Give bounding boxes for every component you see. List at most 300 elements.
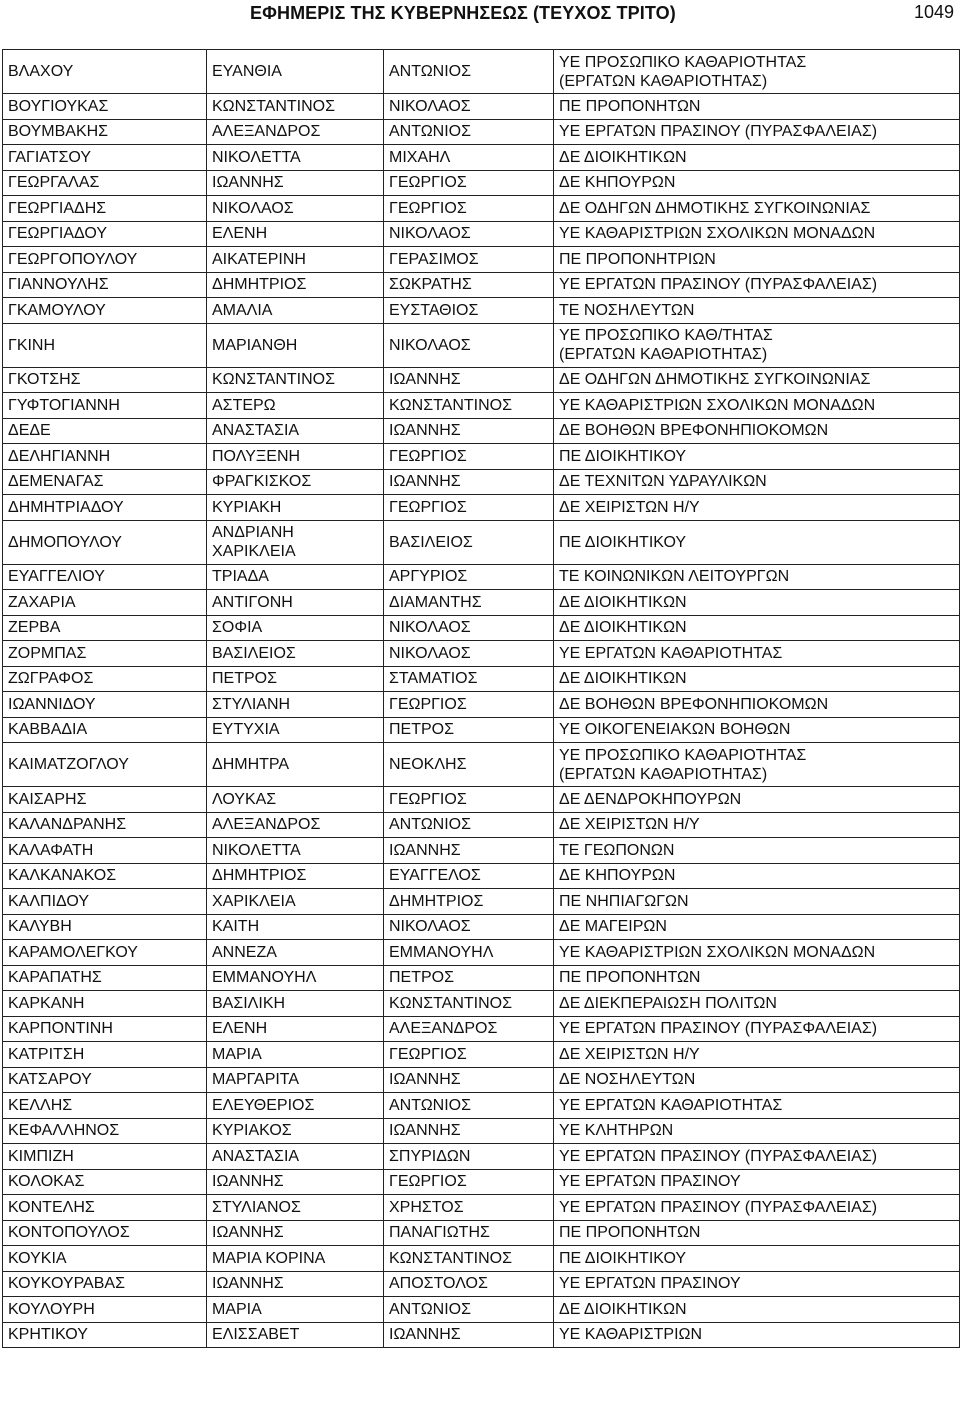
first-name-cell [207, 170, 384, 196]
specialty-cell [554, 393, 960, 419]
specialty-cell-line: ΠΕ ΠΡΟΠΟΝΗΤΩΝ [559, 969, 701, 987]
table-row [3, 469, 960, 495]
specialty-cell-line: ΔΕ ΔΙΟΙΚΗΤΙΚΩΝ [559, 148, 687, 166]
first-name-cell-line: ΚΑΙΤΗ [212, 918, 260, 936]
first-name-cell-line: ΑΙΚΑΤΕΡΙΝΗ [212, 250, 306, 268]
table-row [3, 743, 960, 787]
specialty-cell [554, 1144, 960, 1170]
surname-cell: ΓΕΩΡΓΙΑΔΗΣ [3, 196, 207, 222]
table-row [3, 1195, 960, 1221]
first-name-cell [207, 418, 384, 444]
specialty-cell-line: ΔΕ ΔΙΟΙΚΗΤΙΚΩΝ [559, 593, 687, 611]
surname-cell: ΖΩΓΡΑΦΟΣ [3, 666, 207, 692]
first-name-cell [207, 940, 384, 966]
table-row [3, 247, 960, 273]
first-name-cell [207, 1169, 384, 1195]
specialty-cell [554, 940, 960, 966]
specialty-cell-line: ΔΕ ΟΔΗΓΩΝ ΔΗΜΟΤΙΚΗΣ ΣΥΓΚΟΙΝΩΝΙΑΣ [559, 371, 871, 389]
specialty-cell [554, 889, 960, 915]
table-row [3, 50, 960, 94]
first-name-cell-line: ΑΝΑΣΤΑΣΙΑ [212, 1147, 300, 1165]
first-name-cell-line: ΙΩΑΝΝΗΣ [212, 1275, 284, 1293]
first-name-cell [207, 298, 384, 324]
table-row [3, 863, 960, 889]
table-row [3, 1322, 960, 1348]
page-number: 1049 [913, 2, 954, 22]
surname-cell: ΖΑΧΑΡΙΑ [3, 590, 207, 616]
table-row [3, 1297, 960, 1323]
surname-cell: ΔΕΜΕΝΑΓΑΣ [3, 469, 207, 495]
first-name-cell-line: ΜΑΡΙΑΝΘΗ [212, 336, 298, 354]
first-name-cell [207, 889, 384, 915]
first-name-cell [207, 1016, 384, 1042]
father-name-cell: ΕΜΜΑΝΟΥΗΛ [384, 940, 554, 966]
father-name-cell: ΠΕΤΡΟΣ [384, 965, 554, 991]
specialty-cell [554, 196, 960, 222]
father-name-cell: ΑΝΤΩΝΙΟΣ [384, 1297, 554, 1323]
first-name-cell-line: ΝΙΚΟΛΕΤΤΑ [212, 148, 301, 166]
father-name-cell: ΑΛΕΞΑΝΔΡΟΣ [384, 1016, 554, 1042]
father-name-cell: ΙΩΑΝΝΗΣ [384, 1118, 554, 1144]
first-name-cell-line: ΔΗΜΗΤΡΙΟΣ [212, 276, 307, 294]
specialty-cell-line: ΔΕ ΔΙΟΙΚΗΤΙΚΩΝ [559, 619, 687, 637]
specialty-cell [554, 863, 960, 889]
first-name-cell [207, 367, 384, 393]
specialty-cell-line: ΠΕ ΔΙΟΙΚΗΤΙΚΟΥ [559, 447, 687, 465]
first-name-cell-line: ΚΩΝΣΤΑΝΤΙΝΟΣ [212, 371, 335, 389]
father-name-cell: ΙΩΑΝΝΗΣ [384, 367, 554, 393]
surname-cell: ΚΟΝΤΟΠΟΥΛΟΣ [3, 1220, 207, 1246]
specialty-cell-line: ΔΕ ΚΗΠΟΥΡΩΝ [559, 867, 676, 885]
specialty-cell [554, 272, 960, 298]
first-name-cell [207, 590, 384, 616]
father-name-cell: ΕΥΑΓΓΕΛΟΣ [384, 863, 554, 889]
table-row [3, 692, 960, 718]
table-row [3, 564, 960, 590]
first-name-cell [207, 272, 384, 298]
table-row [3, 520, 960, 564]
first-name-cell [207, 393, 384, 419]
table-row [3, 196, 960, 222]
surname-cell: ΙΩΑΝΝΙΔΟΥ [3, 692, 207, 718]
father-name-cell: ΓΕΩΡΓΙΟΣ [384, 170, 554, 196]
specialty-cell-line: ΥΕ ΟΙΚΟΓΕΝΕΙΑΚΩΝ ΒΟΗΘΩΝ [559, 721, 791, 739]
first-name-cell-line: ΦΡΑΓΚΙΣΚΟΣ [212, 473, 312, 491]
first-name-cell-line: ΛΟΥΚΑΣ [212, 790, 277, 808]
table-row [3, 615, 960, 641]
specialty-cell-line: ΔΕ ΧΕΙΡΙΣΤΩΝ Η/Υ [559, 1045, 700, 1063]
specialty-cell [554, 641, 960, 667]
specialty-cell-line: ΥΕ ΕΡΓΑΤΩΝ ΠΡΑΣΙΝΟΥ (ΠΥΡΑΣΦΑΛΕΙΑΣ) [559, 1198, 878, 1216]
father-name-cell: ΝΙΚΟΛΑΟΣ [384, 221, 554, 247]
specialty-cell-line: ΤΕ ΚΟΙΝΩΝΙΚΩΝ ΛΕΙΤΟΥΡΓΩΝ [559, 568, 790, 586]
surname-cell: ΔΗΜΗΤΡΙΑΔΟΥ [3, 495, 207, 521]
table-row [3, 812, 960, 838]
first-name-cell-line: ΒΑΣΙΛΙΚΗ [212, 994, 286, 1012]
table-row [3, 170, 960, 196]
first-name-cell-line: ΙΩΑΝΝΗΣ [212, 174, 284, 192]
father-name-cell: ΓΕΩΡΓΙΟΣ [384, 692, 554, 718]
first-name-cell-line: ΠΕΤΡΟΣ [212, 670, 278, 688]
table-row [3, 145, 960, 171]
specialty-cell-line: ΠΕ ΠΡΟΠΟΝΗΤΩΝ [559, 1224, 701, 1242]
surname-cell: ΚΑΛΚΑΝΑΚΟΣ [3, 863, 207, 889]
surname-cell: ΓΚΑΜΟΥΛΟΥ [3, 298, 207, 324]
first-name-cell [207, 119, 384, 145]
specialty-cell [554, 94, 960, 120]
surname-cell: ΚΑΛΑΝΔΡΑΝΗΣ [3, 812, 207, 838]
first-name-cell [207, 520, 384, 564]
surname-cell: ΓΙΑΝΝΟΥΛΗΣ [3, 272, 207, 298]
first-name-cell-line: ΚΥΡΙΑΚΟΣ [212, 1122, 292, 1140]
specialty-cell-line: ΠΕ ΝΗΠΙΑΓΩΓΩΝ [559, 892, 689, 910]
father-name-cell: ΝΙΚΟΛΑΟΣ [384, 94, 554, 120]
table-row [3, 1144, 960, 1170]
first-name-cell-line: ΤΡΙΑΔΑ [212, 568, 269, 586]
surname-cell: ΚΑΡΚΑΝΗ [3, 991, 207, 1017]
gazette-title: ΕΦΗΜΕΡΙΣ ΤΗΣ ΚΥΒΕΡΝΗΣΕΩΣ (ΤΕΥΧΟΣ ΤΡΙΤΟ) [250, 3, 676, 23]
specialty-cell [554, 914, 960, 940]
table-row [3, 666, 960, 692]
table-row [3, 495, 960, 521]
father-name-cell: ΚΩΝΣΤΑΝΤΙΝΟΣ [384, 393, 554, 419]
first-name-cell-line: ΔΗΜΗΤΡΑ [212, 756, 290, 773]
first-name-cell [207, 221, 384, 247]
first-name-cell-line: ΙΩΑΝΝΗΣ [212, 1173, 284, 1191]
specialty-cell-line: ΠΕ ΠΡΟΠΟΝΗΤΡΙΩΝ [559, 250, 716, 268]
specialty-cell-line: ΔΕ ΒΟΗΘΩΝ ΒΡΕΦΟΝΗΠΙΟΚΟΜΩΝ [559, 422, 829, 440]
father-name-cell: ΙΩΑΝΝΗΣ [384, 1067, 554, 1093]
surname-cell: ΚΑΙΜΑΤΖΟΓΛΟΥ [3, 743, 207, 787]
first-name-cell-line: ΑΝΝΕΖΑ [212, 943, 277, 961]
specialty-cell-line: ΔΕ ΤΕΧΝΙΤΩΝ ΥΔΡΑΥΛΙΚΩΝ [559, 473, 767, 491]
table-row [3, 1246, 960, 1272]
table-row [3, 717, 960, 743]
first-name-cell [207, 692, 384, 718]
specialty-cell-line: ΠΕ ΔΙΟΙΚΗΤΙΚΟΥ [559, 533, 687, 551]
father-name-cell: ΚΩΝΣΤΑΝΤΙΝΟΣ [384, 991, 554, 1017]
first-name-cell [207, 1297, 384, 1323]
first-name-cell [207, 469, 384, 495]
specialty-cell-line: ΔΕ ΒΟΗΘΩΝ ΒΡΕΦΟΝΗΠΙΟΚΟΜΩΝ [559, 695, 829, 713]
father-name-cell: ΝΙΚΟΛΑΟΣ [384, 323, 554, 367]
specialty-cell-line: ΔΕ ΧΕΙΡΙΣΤΩΝ Η/Υ [559, 816, 700, 834]
father-name-cell: ΝΙΚΟΛΑΟΣ [384, 615, 554, 641]
first-name-cell [207, 247, 384, 273]
first-name-cell-line: ΠΟΛΥΞΕΝΗ [212, 447, 301, 465]
table-row [3, 444, 960, 470]
specialty-cell [554, 444, 960, 470]
table-row [3, 1169, 960, 1195]
first-name-cell [207, 1042, 384, 1068]
first-name-cell [207, 495, 384, 521]
father-name-cell: ΓΕΩΡΓΙΟΣ [384, 495, 554, 521]
father-name-cell: ΝΙΚΟΛΑΟΣ [384, 914, 554, 940]
specialty-cell [554, 965, 960, 991]
specialty-cell-line: ΥΕ ΕΡΓΑΤΩΝ ΚΑΘΑΡΙΟΤΗΤΑΣ [559, 1096, 783, 1114]
specialty-cell-line: ΥΕ ΚΑΘΑΡΙΣΤΡΙΩΝ [559, 1326, 703, 1344]
father-name-cell: ΑΝΤΩΝΙΟΣ [384, 1093, 554, 1119]
table-row [3, 1118, 960, 1144]
first-name-cell-line: ΣΤΥΛΙΑΝΗ [212, 695, 291, 713]
specialty-cell-line: ΔΕ ΔΙΟΙΚΗΤΙΚΩΝ [559, 670, 687, 688]
specialty-cell-line: ΥΕ ΠΡΟΣΩΠΙΚΟ ΚΑΘΑΡΙΟΤΗΤΑΣ [559, 53, 807, 71]
surname-cell: ΖΕΡΒΑ [3, 615, 207, 641]
surname-cell: ΚΑΛΑΦΑΤΗ [3, 838, 207, 864]
father-name-cell: ΙΩΑΝΝΗΣ [384, 418, 554, 444]
specialty-cell-line: ΥΕ ΕΡΓΑΤΩΝ ΠΡΑΣΙΝΟΥ (ΠΥΡΑΣΦΑΛΕΙΑΣ) [559, 123, 878, 141]
first-name-cell-line: ΔΗΜΗΤΡΙΟΣ [212, 867, 307, 885]
first-name-cell-line: ΕΥΑΝΘΙΑ [212, 63, 282, 80]
first-name-cell [207, 1195, 384, 1221]
father-name-cell: ΑΡΓΥΡΙΟΣ [384, 564, 554, 590]
specialty-cell [554, 590, 960, 616]
personnel-table [2, 49, 960, 1348]
table-row [3, 889, 960, 915]
surname-cell: ΚΑΡΑΠΑΤΗΣ [3, 965, 207, 991]
first-name-cell [207, 196, 384, 222]
surname-cell: ΒΟΥΜΒΑΚΗΣ [3, 119, 207, 145]
surname-cell: ΚΑΡΑΜΟΛΕΓΚΟΥ [3, 940, 207, 966]
table-row [3, 991, 960, 1017]
first-name-cell-line: ΧΑΡΙΚΛΕΙΑ [212, 892, 296, 910]
table-row [3, 323, 960, 367]
table-row [3, 94, 960, 120]
specialty-cell-line: ΥΕ ΚΑΘΑΡΙΣΤΡΙΩΝ ΣΧΟΛΙΚΩΝ ΜΟΝΑΔΩΝ [559, 943, 876, 961]
first-name-cell [207, 1067, 384, 1093]
surname-cell: ΖΟΡΜΠΑΣ [3, 641, 207, 667]
table-row [3, 1042, 960, 1068]
table-row [3, 787, 960, 813]
specialty-cell [554, 367, 960, 393]
specialty-cell [554, 1322, 960, 1348]
surname-cell: ΓΥΦΤΟΓΙΑΝΝΗ [3, 393, 207, 419]
father-name-cell: ΓΕΩΡΓΙΟΣ [384, 196, 554, 222]
specialty-cell [554, 170, 960, 196]
father-name-cell: ΑΝΤΩΝΙΟΣ [384, 812, 554, 838]
father-name-cell: ΜΙΧΑΗΛ [384, 145, 554, 171]
specialty-cell [554, 520, 960, 564]
table-row [3, 1016, 960, 1042]
specialty-cell [554, 717, 960, 743]
surname-cell: ΓΚΟΤΣΗΣ [3, 367, 207, 393]
first-name-cell-line: ΕΛΕΥΘΕΡΙΟΣ [212, 1096, 315, 1114]
father-name-cell: ΕΥΣΤΑΘΙΟΣ [384, 298, 554, 324]
table-row [3, 1067, 960, 1093]
first-name-cell-line: ΜΑΡΙΑ ΚΟΡΙΝΑ [212, 1249, 326, 1267]
specialty-cell-line: ΥΕ ΕΡΓΑΤΩΝ ΚΑΘΑΡΙΟΤΗΤΑΣ [559, 644, 783, 662]
specialty-cell [554, 247, 960, 273]
first-name-cell [207, 145, 384, 171]
surname-cell: ΚΕΛΛΗΣ [3, 1093, 207, 1119]
first-name-cell [207, 666, 384, 692]
first-name-cell-line: ΑΜΑΛΙΑ [212, 301, 273, 319]
first-name-cell [207, 743, 384, 787]
table-row [3, 965, 960, 991]
first-name-cell [207, 1118, 384, 1144]
surname-cell: ΚΑΛΥΒΗ [3, 914, 207, 940]
table-row [3, 418, 960, 444]
first-name-cell-line: ΑΝΔΡΙΑΝΗ [212, 524, 294, 541]
father-name-cell: ΝΕΟΚΛΗΣ [384, 743, 554, 787]
father-name-cell: ΙΩΑΝΝΗΣ [384, 838, 554, 864]
specialty-cell [554, 666, 960, 692]
specialty-cell [554, 1246, 960, 1272]
father-name-cell: ΑΝΤΩΝΙΟΣ [384, 119, 554, 145]
first-name-cell-line: ΕΥΤΥΧΙΑ [212, 721, 280, 739]
first-name-cell [207, 1271, 384, 1297]
first-name-cell-line: ΑΝΤΙΓΟΝΗ [212, 593, 293, 611]
first-name-cell-line: ΣΤΥΛΙΑΝΟΣ [212, 1198, 301, 1216]
table-row [3, 940, 960, 966]
first-name-cell [207, 1322, 384, 1348]
first-name-cell-line: ΝΙΚΟΛΕΤΤΑ [212, 841, 301, 859]
surname-cell: ΒΟΥΓΙΟΥΚΑΣ [3, 94, 207, 120]
specialty-cell-line: ΔΕ ΟΔΗΓΩΝ ΔΗΜΟΤΙΚΗΣ ΣΥΓΚΟΙΝΩΝΙΑΣ [559, 199, 871, 217]
specialty-cell [554, 418, 960, 444]
surname-cell: ΚΑΒΒΑΔΙΑ [3, 717, 207, 743]
surname-cell: ΚΟΥΚΟΥΡΑΒΑΣ [3, 1271, 207, 1297]
father-name-cell: ΓΕΩΡΓΙΟΣ [384, 444, 554, 470]
table-row [3, 272, 960, 298]
table-row [3, 914, 960, 940]
first-name-cell [207, 1093, 384, 1119]
first-name-cell [207, 1246, 384, 1272]
first-name-cell-line: ΚΩΝΣΤΑΝΤΙΝΟΣ [212, 97, 335, 115]
surname-cell: ΚΑΙΣΑΡΗΣ [3, 787, 207, 813]
father-name-cell: ΔΗΜΗΤΡΙΟΣ [384, 889, 554, 915]
surname-cell: ΚΡΗΤΙΚΟΥ [3, 1322, 207, 1348]
father-name-cell: ΣΩΚΡΑΤΗΣ [384, 272, 554, 298]
specialty-cell-line: ΥΕ ΠΡΟΣΩΠΙΚΟ ΚΑΘ/ΤΗΤΑΣ [559, 327, 773, 344]
first-name-cell-line: ΜΑΡΙΑ [212, 1300, 262, 1318]
specialty-cell [554, 1220, 960, 1246]
first-name-cell-line: ΑΝΑΣΤΑΣΙΑ [212, 422, 300, 440]
first-name-cell-line: ΧΑΡΙΚΛΕΙΑ [212, 543, 296, 560]
table-row [3, 1220, 960, 1246]
first-name-cell-line: ΑΛΕΞΑΝΔΡΟΣ [212, 123, 321, 141]
first-name-cell-line: ΒΑΣΙΛΕΙΟΣ [212, 644, 296, 662]
specialty-cell-line: ΥΕ ΕΡΓΑΤΩΝ ΠΡΑΣΙΝΟΥ (ΠΥΡΑΣΦΑΛΕΙΑΣ) [559, 276, 878, 294]
specialty-cell [554, 564, 960, 590]
first-name-cell [207, 564, 384, 590]
father-name-cell: ΑΠΟΣΤΟΛΟΣ [384, 1271, 554, 1297]
surname-cell: ΓΕΩΡΓΑΛΑΣ [3, 170, 207, 196]
specialty-cell-line: ΠΕ ΔΙΟΙΚΗΤΙΚΟΥ [559, 1249, 687, 1267]
specialty-cell-line: ΔΕ ΝΟΣΗΛΕΥΤΩΝ [559, 1071, 696, 1089]
specialty-cell [554, 692, 960, 718]
first-name-cell-line: ΜΑΡΓΑΡΙΤΑ [212, 1071, 300, 1089]
table-row [3, 298, 960, 324]
specialty-cell [554, 1118, 960, 1144]
specialty-cell-line: (ΕΡΓΑΤΩΝ ΚΑΘΑΡΙΟΤΗΤΑΣ) [559, 72, 768, 90]
first-name-cell [207, 838, 384, 864]
specialty-cell [554, 1067, 960, 1093]
surname-cell: ΔΕΛΗΓΙΑΝΝΗ [3, 444, 207, 470]
table-row [3, 1271, 960, 1297]
first-name-cell [207, 641, 384, 667]
specialty-cell [554, 787, 960, 813]
specialty-cell-line: (ΕΡΓΑΤΩΝ ΚΑΘΑΡΙΟΤΗΤΑΣ) [559, 765, 768, 783]
table-row [3, 393, 960, 419]
specialty-cell [554, 119, 960, 145]
father-name-cell: ΝΙΚΟΛΑΟΣ [384, 641, 554, 667]
specialty-cell-line: ΤΕ ΝΟΣΗΛΕΥΤΩΝ [559, 301, 695, 319]
specialty-cell [554, 1169, 960, 1195]
specialty-cell-line: ΥΕ ΕΡΓΑΤΩΝ ΠΡΑΣΙΝΟΥ (ΠΥΡΑΣΦΑΛΕΙΑΣ) [559, 1147, 878, 1165]
surname-cell: ΒΛΑΧΟΥ [3, 50, 207, 94]
specialty-cell-line: ΔΕ ΔΙΕΚΠΕΡΑΙΩΣΗ ΠΟΛΙΤΩΝ [559, 994, 777, 1012]
specialty-cell-line: ΥΕ ΚΛΗΤΗΡΩΝ [559, 1122, 674, 1140]
table-row [3, 367, 960, 393]
father-name-cell: ΙΩΑΝΝΗΣ [384, 1322, 554, 1348]
specialty-cell [554, 50, 960, 94]
father-name-cell: ΒΑΣΙΛΕΙΟΣ [384, 520, 554, 564]
father-name-cell: ΧΡΗΣΤΟΣ [384, 1195, 554, 1221]
father-name-cell: ΔΙΑΜΑΝΤΗΣ [384, 590, 554, 616]
specialty-cell [554, 743, 960, 787]
surname-cell: ΚΑΛΠΙΔΟΥ [3, 889, 207, 915]
father-name-cell: ΓΕΩΡΓΙΟΣ [384, 1042, 554, 1068]
surname-cell: ΓΚΙΝΗ [3, 323, 207, 367]
specialty-cell [554, 1093, 960, 1119]
surname-cell: ΚΕΦΑΛΛΗΝΟΣ [3, 1118, 207, 1144]
father-name-cell: ΣΤΑΜΑΤΙΟΣ [384, 666, 554, 692]
table-row [3, 838, 960, 864]
surname-cell: ΓΕΩΡΓΟΠΟΥΛΟΥ [3, 247, 207, 273]
specialty-cell-line: ΥΕ ΚΑΘΑΡΙΣΤΡΙΩΝ ΣΧΟΛΙΚΩΝ ΜΟΝΑΔΩΝ [559, 225, 876, 243]
father-name-cell: ΑΝΤΩΝΙΟΣ [384, 50, 554, 94]
first-name-cell-line: ΑΛΕΞΑΝΔΡΟΣ [212, 816, 321, 834]
father-name-cell: ΓΕΩΡΓΙΟΣ [384, 787, 554, 813]
specialty-cell-line: ΥΕ ΕΡΓΑΤΩΝ ΠΡΑΣΙΝΟΥ (ΠΥΡΑΣΦΑΛΕΙΑΣ) [559, 1020, 878, 1038]
page-header [0, 0, 960, 30]
specialty-cell [554, 323, 960, 367]
specialty-cell [554, 469, 960, 495]
father-name-cell: ΓΕΩΡΓΙΟΣ [384, 1169, 554, 1195]
surname-cell: ΔΕΔΕ [3, 418, 207, 444]
first-name-cell-line: ΝΙΚΟΛΑΟΣ [212, 199, 294, 217]
first-name-cell [207, 444, 384, 470]
first-name-cell-line: ΕΛΕΝΗ [212, 1020, 268, 1038]
specialty-cell-line: ΥΕ ΕΡΓΑΤΩΝ ΠΡΑΣΙΝΟΥ [559, 1275, 741, 1293]
table-row [3, 590, 960, 616]
specialty-cell-line: ΥΕ ΠΡΟΣΩΠΙΚΟ ΚΑΘΑΡΙΟΤΗΤΑΣ [559, 746, 807, 764]
specialty-cell-line: ΔΕ ΧΕΙΡΙΣΤΩΝ Η/Υ [559, 498, 700, 516]
specialty-cell-line: ΔΕ ΔΙΟΙΚΗΤΙΚΩΝ [559, 1300, 687, 1318]
first-name-cell [207, 323, 384, 367]
surname-cell: ΚΟΝΤΕΛΗΣ [3, 1195, 207, 1221]
first-name-cell [207, 965, 384, 991]
first-name-cell [207, 991, 384, 1017]
specialty-cell [554, 1042, 960, 1068]
father-name-cell: ΣΠΥΡΙΔΩΝ [384, 1144, 554, 1170]
father-name-cell: ΙΩΑΝΝΗΣ [384, 469, 554, 495]
first-name-cell [207, 863, 384, 889]
first-name-cell-line: ΙΩΑΝΝΗΣ [212, 1224, 284, 1242]
specialty-cell [554, 1016, 960, 1042]
specialty-cell [554, 838, 960, 864]
surname-cell: ΚΙΜΠΙΖΗ [3, 1144, 207, 1170]
specialty-cell [554, 991, 960, 1017]
specialty-cell-line: ΔΕ ΜΑΓΕΙΡΩΝ [559, 918, 667, 936]
surname-cell: ΚΟΥΛΟΥΡΗ [3, 1297, 207, 1323]
first-name-cell-line: ΣΟΦΙΑ [212, 619, 263, 637]
first-name-cell [207, 914, 384, 940]
specialty-cell-line: (ΕΡΓΑΤΩΝ ΚΑΘΑΡΙΟΤΗΤΑΣ) [559, 346, 768, 363]
first-name-cell [207, 787, 384, 813]
first-name-cell [207, 812, 384, 838]
